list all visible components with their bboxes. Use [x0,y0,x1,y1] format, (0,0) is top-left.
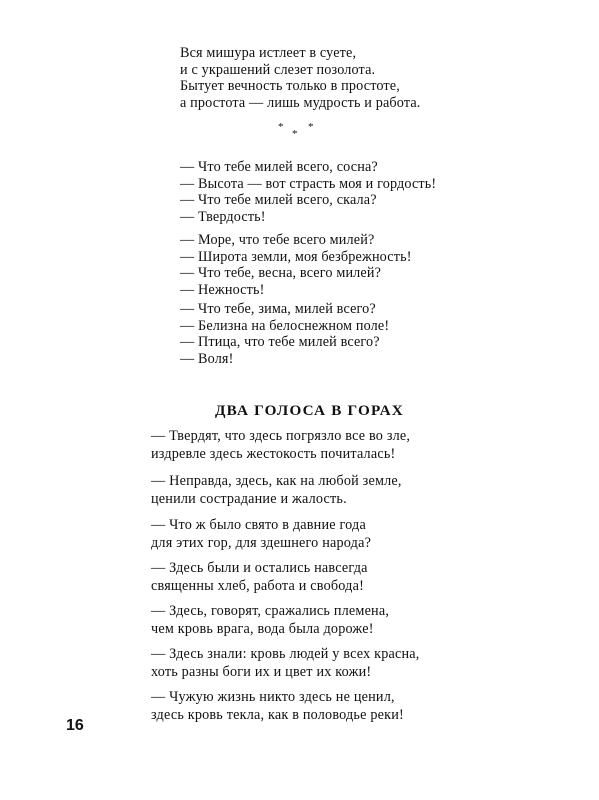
poem-couplet [151,689,404,724]
poem-line: — Твердость! [180,208,266,225]
poem-stanza [180,301,389,367]
page-number: 16 [66,717,84,734]
asterisk: * [292,128,298,140]
poem-line: — Что тебе милей всего, скала? [180,192,377,209]
poem-line: а простота — лишь мудрость и работа. [180,94,421,111]
poem-line: — Птица, что тебе милей всего? [180,334,380,351]
poem-line: священны хлеб, работа и свобода! [151,577,365,594]
poem-line: ценили сострадание и жалость. [151,490,347,507]
poem-line: — Здесь знали: кровь людей у всех красна, [151,646,420,662]
poem-couplet [151,428,410,463]
poem-line: и с украшений слезет позолота. [180,61,376,78]
poem-line: издревле здесь жестокость почиталась! [151,445,396,462]
poem-line: — Высота — вот страсть моя и гордость! [180,175,437,192]
poem-line: Вся мишура истлеет в суете, [180,45,357,61]
poem-line: — Белизна на белоснежном поле! [180,317,390,334]
poem-stanza [180,45,420,111]
poem-line: — Что ж было свято в давние года [151,517,366,533]
poem-couplet [151,560,368,595]
poem-line: — Море, что тебе всего милей? [180,232,375,248]
poem-line: — Здесь были и остались навсегда [151,560,368,576]
poem-line: хоть разны боги их и цвет их кожи! [151,663,372,680]
poem-line: — Здесь, говорят, сражались племена, [151,603,390,619]
poem-line: — Воля! [180,350,234,367]
poem-couplet [151,646,420,681]
poem-couplet [151,473,402,508]
asterisk: * [308,121,314,133]
poem-line: чем кровь врага, вода была дороже! [151,620,374,637]
poem-line: для этих гор, для здешнего народа? [151,534,372,551]
poem-couplet [151,603,389,638]
poem-line: — Чужую жизнь никто здесь не ценил, [151,689,395,705]
poem-line: — Неправда, здесь, как на любой земле, [151,473,402,489]
poem-line: — Широта земли, моя безбрежность! [180,248,412,265]
poem-title: ДВА ГОЛОСА В ГОРАХ [215,402,404,419]
poem-line: Бытует вечность только в простоте, [180,78,400,95]
asterism-separator [278,122,338,146]
poem-stanza [180,159,436,225]
poem-line: — Твердят, что здесь погрязло все во зле, [151,428,411,444]
poem-line: — Нежность! [180,281,265,298]
poem-line: — Что тебе, зима, милей всего? [180,301,376,317]
asterisk: * [278,121,284,133]
poem-line: здесь кровь текла, как в половодье реки! [151,706,404,723]
poem-line: — Что тебе, весна, всего милей? [180,265,382,282]
poem-line: — Что тебе милей всего, сосна? [180,159,378,175]
poem-stanza [180,232,412,298]
poem-couplet [151,517,371,552]
